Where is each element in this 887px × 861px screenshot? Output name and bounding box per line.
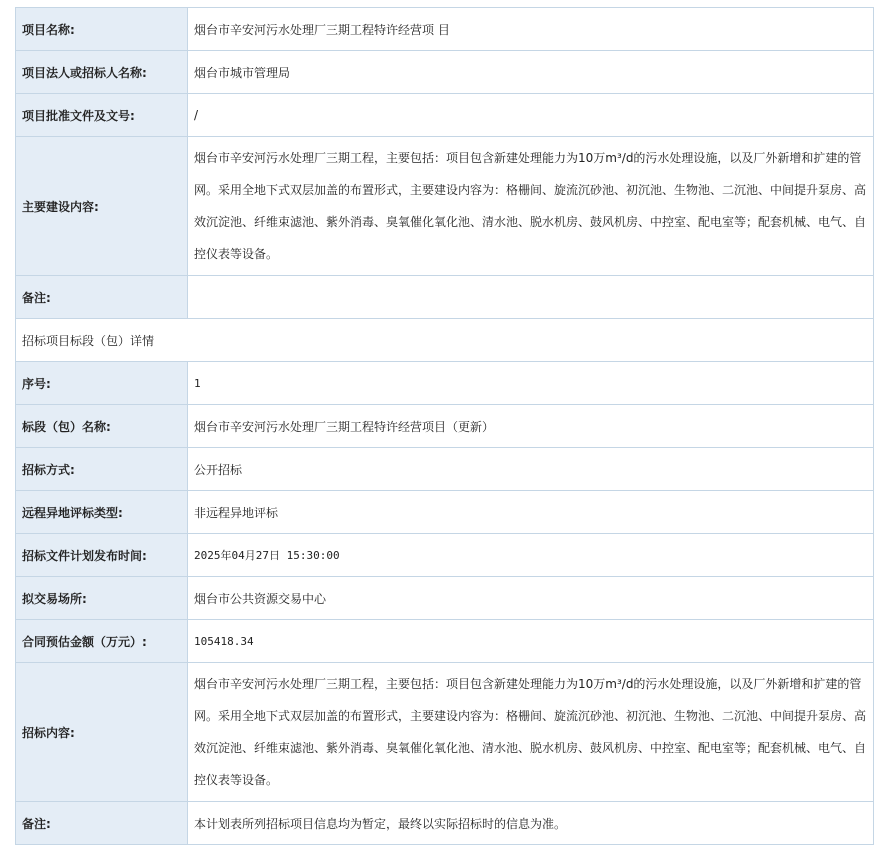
row-lot-name [16,405,874,448]
tender-method-value: 公开招标 [188,448,874,491]
approval-doc-value: / [188,94,874,137]
lot-name-label: 标段（包）名称: [16,405,188,448]
project-remark-label: 备注: [16,276,188,319]
lot-seq-label: 序号: [16,362,188,405]
row-approval-doc [16,94,874,137]
remote-eval-value: 非远程异地评标 [188,491,874,534]
approval-doc-label: 项目批准文件及文号: [16,94,188,137]
construction-content-label: 主要建设内容: [16,137,188,276]
row-construction-content [16,137,874,276]
remote-eval-label: 远程异地评标类型: [16,491,188,534]
lot-details-heading: 招标项目标段（包）详情 [16,319,874,362]
row-section-title [16,319,874,362]
publish-time-label: 招标文件计划发布时间: [16,534,188,577]
project-remark-value [188,276,874,319]
row-contract-amount [16,620,874,663]
row-project-remark [16,276,874,319]
lot-remark-value: 本计划表所列招标项目信息均为暂定，最终以实际招标时的信息为准。 [188,802,874,845]
publish-time-value: 2025年04月27日 15:30:00 [188,534,874,577]
tender-info-table [15,7,874,845]
row-project-name [16,8,874,51]
row-lot-remark [16,802,874,845]
tender-content-label: 招标内容: [16,663,188,802]
project-name-label: 项目名称: [16,8,188,51]
lot-name-value: 烟台市辛安河污水处理厂三期工程特许经营项目（更新） [188,405,874,448]
row-remote-eval [16,491,874,534]
tender-method-label: 招标方式: [16,448,188,491]
contract-amount-value: 105418.34 [188,620,874,663]
lot-seq-value: 1 [188,362,874,405]
trading-venue-value: 烟台市公共资源交易中心 [188,577,874,620]
project-owner-label: 项目法人或招标人名称: [16,51,188,94]
lot-remark-label: 备注: [16,802,188,845]
row-tender-method [16,448,874,491]
row-tender-content [16,663,874,802]
row-lot-seq [16,362,874,405]
tender-content-value: 烟台市辛安河污水处理厂三期工程，主要包括：项目包含新建处理能力为10万m³/d的污水处理设施，以及厂外新增和扩建的管网。采用全地下式双层加盖的布置形式，主要建设内容为：格栅间、旋流沉砂池、初沉池、生物池、二沉池、中间提升泵房、高效沉淀池、纤维束滤池、紫外消毒、臭氧催化氧化池、清水池、脱水机房、鼓风机房、中控室、配电室等；配套机械、电气、自控仪表等设备。 [188,663,874,802]
row-trading-venue [16,577,874,620]
project-owner-value: 烟台市城市管理局 [188,51,874,94]
trading-venue-label: 拟交易场所: [16,577,188,620]
row-project-owner [16,51,874,94]
construction-content-value: 烟台市辛安河污水处理厂三期工程，主要包括：项目包含新建处理能力为10万m³/d的污水处理设施，以及厂外新增和扩建的管网。采用全地下式双层加盖的布置形式，主要建设内容为：格栅间、旋流沉砂池、初沉池、生物池、二沉池、中间提升泵房、高效沉淀池、纤维束滤池、紫外消毒、臭氧催化氧化池、清水池、脱水机房、鼓风机房、中控室、配电室等；配套机械、电气、自控仪表等设备。 [188,137,874,276]
row-publish-time [16,534,874,577]
contract-amount-label: 合同预估金额（万元）: [16,620,188,663]
project-name-value: 烟台市辛安河污水处理厂三期工程特许经营项 目 [188,8,874,51]
